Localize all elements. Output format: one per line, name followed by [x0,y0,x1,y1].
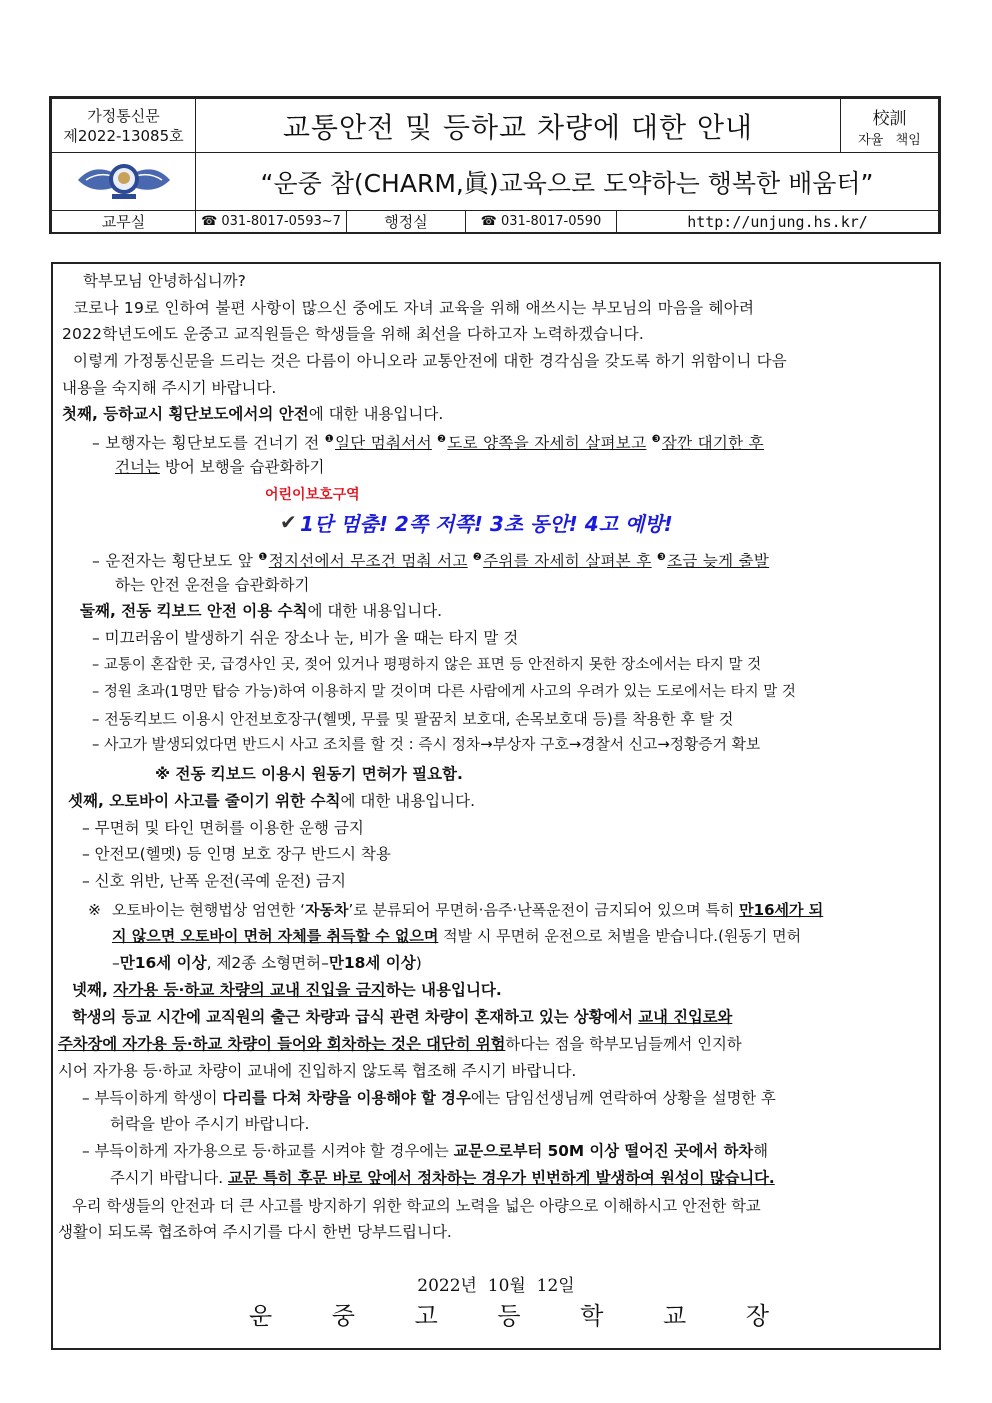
issue-date: 2022년 10월 12일 [417,1276,575,1296]
issue-box [52,99,196,153]
office2-label: 행정실 [347,211,466,233]
school-emblem-icon [72,158,176,206]
greeting: 학부모님 안녕하십니까? [83,272,246,290]
doc-type: 가정통신문 [87,106,160,125]
school-url[interactable]: http://unjung.hs.kr/ [617,211,939,233]
office1-phone: ☎ 031-8017-0593~7 [196,211,347,233]
intro-line: 2022학년도에도 운중고 교직원들은 학생들을 위해 최선을 다하고자 노력하겠습니다. [62,325,644,343]
school-zone-slogan: 1단 멈춤! 2쪽 저쪽! 3초 동안! 4고 예방! [300,512,673,536]
list-item: – 부득이하게 자가용으로 등·하교를 시켜야 할 경우에는 교문으로부터 50M 이상 떨어진 곳에서 하차해 [82,1142,768,1160]
section1-driver: – 운전자는 횡단보도 앞 $^❶$정지선에서 무조건 멈춰 서고 $^❷$주위를 자세히 살펴본 후 $^❸$조금 늦게 출발 [92,552,770,571]
doc-number: 제2022-13085호 [63,126,184,145]
page-title: 교통안전 및 등하교 차량에 대한 안내 [196,99,841,153]
list-item-cont: 주시기 바랍니다. 교문 특히 후문 바로 앞에서 정차하는 경우가 빈번하게 발생하여 원성이 많습니다. [110,1169,775,1187]
section3-note-mark: ※ [88,901,101,919]
motto-label: 校訓 [872,108,907,129]
office2-phone: ☎ 031-8017-0590 [466,211,617,233]
section2-note: ※ 전동 킥보드 이용시 원동기 면허가 필요함. [155,765,463,783]
section1-pedestrian-cont: 건너는 방어 보행을 습관화하기 [115,458,325,476]
section3-note: 오토바이는 현행법상 엄연한 ‘자동차’로 분류되어 무면허·음주·난폭운전이 금지되어 있으며 특히 만16세가 되 [112,901,824,919]
school-zone-label: 어린이보호구역 [265,487,360,503]
list-item: – 부득이하게 학생이 다리를 다쳐 차량을 이용해야 할 경우에는 담임선생님께 연락하여 상황을 설명한 후 [82,1089,776,1107]
section3-title: 셋째, 오토바이 사고를 줄이기 위한 수칙에 대한 내용입니다. [68,792,476,810]
closing-line: 생활이 되도록 협조하여 주시기를 다시 한번 당부드립니다. [58,1223,452,1241]
check-icon: ✔ [280,510,297,534]
section3-note-cont: –만16세 이상, 제2종 소형면허–만18세 이상) [112,954,422,972]
logo-cell [52,153,196,211]
list-item: – 전동킥보드 이용시 안전보호장구(헬멧, 무릎 및 팔꿈치 보호대, 손목보호대 등)를 착용한 후 탈 것 [92,710,734,728]
motto-values: 자율 책임 [858,132,921,148]
intro-line: 코로나 19로 인하여 불편 사항이 많으신 중에도 자녀 교육을 위해 애쓰시는 부모님의 마음을 헤아려 [73,299,755,317]
closing-line: 우리 학생들의 안전과 더 큰 사고를 방지하기 위한 학교의 노력을 넓은 아량으로 이해하시고 안전한 학교 [72,1197,761,1215]
list-item: – 무면허 및 타인 면허를 이용한 운행 금지 [82,819,364,837]
section4-paragraph-cont: 시어 자가용 등·하교 차량이 교내에 진입하지 않도록 협조해 주시기 바랍니다. [58,1062,577,1080]
section1-title: 첫째, 등하교시 횡단보도에서의 안전에 대한 내용입니다. [62,405,444,423]
list-item: – 정원 초과(1명만 탑승 가능)하여 이용하지 말 것이며 다른 사람에게 사고의 우려가 있는 도로에서는 타지 말 것 [92,684,796,700]
list-item: – 교통이 혼잡한 곳, 급경사인 곳, 젖어 있거나 평평하지 않은 표면 등 안전하지 못한 장소에서는 타지 말 것 [92,657,762,673]
section3-note-cont: 지 않으면 오토바이 면허 자체를 취득할 수 없으며 적발 시 무면허 운전으로 처벌을 받습니다.(원동기 면허 [112,927,802,945]
section1-driver-cont: 하는 안전 운전을 습관화하기 [115,576,310,594]
section4-title: 넷째, 자가용 등·하교 차량의 교내 진입을 금지하는 내용입니다. [72,981,502,999]
section2-title: 둘째, 전동 킥보드 안전 이용 수칙에 대한 내용입니다. [80,602,443,620]
school-slogan: “운중 참(CHARM,眞)교육으로 도약하는 행복한 배움터” [196,153,939,211]
section4-paragraph-cont: 주차장에 자가용 등·하교 차량이 들어와 회차하는 것은 대단히 위험하다는 점을 학부모님들께서 인지하 [58,1035,742,1053]
letterhead [49,96,941,234]
office1-label: 교무실 [52,211,196,233]
intro-line: 이렇게 가정통신문을 드리는 것은 다름이 아니오라 교통안전에 대한 경각심을 갖도록 하기 위함이니 다음 [73,352,787,370]
signature: 운 중 고 등 학 교 장 [248,1302,796,1330]
list-item: – 미끄러움이 발생하기 쉬운 장소나 눈, 비가 올 때는 타지 말 것 [92,629,519,647]
list-item: – 안전모(헬멧) 등 인명 보호 장구 반드시 착용 [82,845,391,863]
motto-box [841,99,939,153]
list-item: – 사고가 발생되었다면 반드시 사고 조치를 할 것 : 즉시 정차→부상자 구호→경찰서 신고→정황증거 확보 [92,736,761,753]
section4-paragraph: 학생의 등교 시간에 교직원의 출근 차량과 급식 관련 차량이 혼재하고 있는 상황에서 교내 진입로와 [72,1008,733,1026]
list-item-cont: 허락을 받아 주시기 바랍니다. [110,1115,310,1133]
section1-pedestrian: – 보행자는 횡단보도를 건너기 전 $^❶$일단 멈춰서서 $^❷$도로 양쪽을 자세히 살펴보고 $^❸$잠깐 대기한 후 [92,434,764,453]
intro-line: 내용을 숙지해 주시기 바랍니다. [62,379,277,397]
list-item: – 신호 위반, 난폭 운전(곡예 운전) 금지 [82,872,346,890]
